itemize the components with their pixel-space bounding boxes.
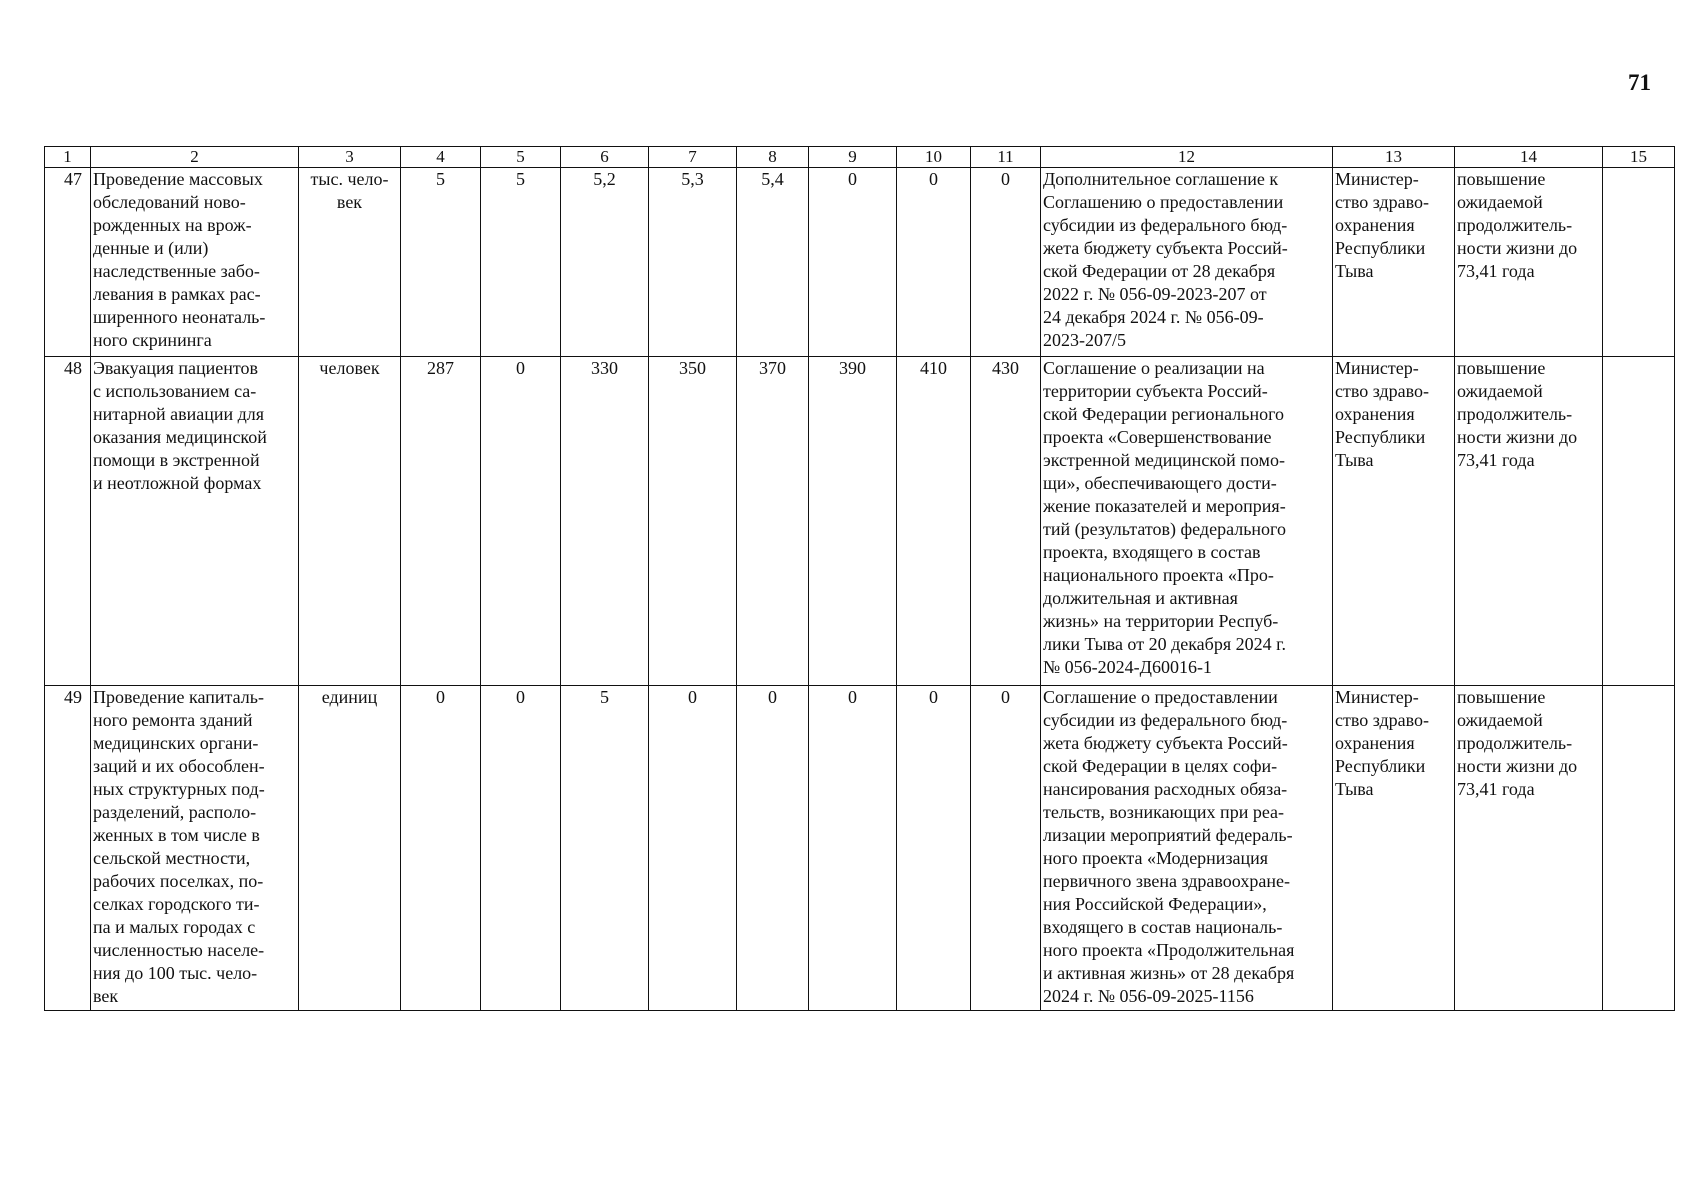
text-line: 73,41 года	[1457, 261, 1535, 281]
text-line: 2024 г. № 056-09-2025-1156	[1043, 986, 1254, 1006]
text-line: ного ремонта зданий	[93, 710, 253, 730]
text-line: ности жизни до	[1457, 427, 1578, 447]
text-line: жение показателей и мероприя-	[1043, 496, 1286, 516]
header-row	[45, 147, 1675, 168]
value-cell: 430	[971, 357, 1041, 686]
text-line: проекта, входящего в состав	[1043, 542, 1261, 562]
header-cell: 13	[1333, 147, 1455, 168]
text-line: охранения	[1335, 404, 1415, 424]
value-cell: 0	[809, 686, 897, 1011]
text-line: тыс. чело-	[310, 169, 389, 189]
text-line: ожидаемой	[1457, 710, 1543, 730]
header-cell: 10	[897, 147, 971, 168]
text-line: численностью населе-	[93, 940, 265, 960]
text-line: денные и (или)	[93, 238, 209, 258]
header-cell: 12	[1041, 147, 1333, 168]
text-line: Соглашение о реализации на	[1043, 358, 1265, 378]
value-cell: 350	[649, 357, 737, 686]
measures-table	[44, 146, 1675, 1011]
text-line: ожидаемой	[1457, 381, 1543, 401]
text-line: Соглашению о предоставлении	[1043, 192, 1284, 212]
text-line: оказания медицинской	[93, 427, 267, 447]
text-line: повышение	[1457, 358, 1546, 378]
text-line: тельств, возникающих при реа-	[1043, 802, 1285, 822]
text-line: селках городского ти-	[93, 894, 260, 914]
text-line: Дополнительное соглашение к	[1043, 169, 1279, 189]
value-cell: 5	[401, 168, 481, 357]
header-cell: 8	[737, 147, 809, 168]
row-number-cell: 49	[45, 686, 91, 1011]
page-number: 71	[1628, 70, 1651, 95]
table-row	[45, 686, 1675, 1011]
text-line: рожденных на врож-	[93, 215, 252, 235]
text-line: и активная жизнь» от 28 декабря	[1043, 963, 1295, 983]
text-line: ской Федерации регионального	[1043, 404, 1285, 424]
text-line: первичного звена здравоохране-	[1043, 871, 1290, 891]
value-cell: 5	[481, 168, 561, 357]
text-line: жета бюджету субъекта Россий-	[1043, 238, 1288, 258]
responsible-cell	[1333, 357, 1455, 686]
goal-cell	[1455, 168, 1603, 357]
value-cell: 0	[401, 686, 481, 1011]
value-cell: 5,2	[561, 168, 649, 357]
header-cell: 2	[91, 147, 299, 168]
text-line: сельской местности,	[93, 848, 251, 868]
text-line: человек	[319, 358, 380, 378]
text-line: 2022 г. № 056-09-2023-207 от	[1043, 284, 1267, 304]
header-cell: 7	[649, 147, 737, 168]
text-line: ния до 100 тыс. чело-	[93, 963, 258, 983]
text-line: субсидии из федерального бюд-	[1043, 710, 1288, 730]
text-line: ности жизни до	[1457, 756, 1578, 776]
text-line: повышение	[1457, 687, 1546, 707]
text-line: ожидаемой	[1457, 192, 1543, 212]
text-line: ской Федерации от 28 декабря	[1043, 261, 1276, 281]
text-line: нансирования расходных обяза-	[1043, 779, 1288, 799]
empty-cell	[1603, 357, 1675, 686]
agreement-cell	[1041, 168, 1333, 357]
value-cell: 0	[971, 168, 1041, 357]
text-line: нитарной авиации для	[93, 404, 265, 424]
header-cell: 3	[299, 147, 401, 168]
text-line: заций и их обособлен-	[93, 756, 265, 776]
value-cell: 0	[809, 168, 897, 357]
text-line: разделений, располо-	[93, 802, 257, 822]
text-line: единиц	[321, 687, 378, 707]
text-line: тий (результатов) федерального	[1043, 519, 1286, 539]
header-cell: 6	[561, 147, 649, 168]
text-line: Тыва	[1335, 450, 1374, 470]
text-line: Министер-	[1335, 687, 1419, 707]
text-line: лики Тыва от 20 декабря 2024 г.	[1043, 634, 1286, 654]
text-line: наследственные забо-	[93, 261, 260, 281]
text-line: па и малых городах с	[93, 917, 256, 937]
text-line: ство здраво-	[1335, 192, 1430, 212]
header-cell: 1	[45, 147, 91, 168]
text-line: 2023-207/5	[1043, 330, 1126, 350]
text-line: ство здраво-	[1335, 710, 1430, 730]
goal-cell	[1455, 686, 1603, 1011]
text-line: проекта «Совершенствование	[1043, 427, 1272, 447]
table-row	[45, 357, 1675, 686]
value-cell: 390	[809, 357, 897, 686]
responsible-cell	[1333, 686, 1455, 1011]
value-cell: 5	[561, 686, 649, 1011]
header-cell: 15	[1603, 147, 1675, 168]
text-line: Министер-	[1335, 358, 1419, 378]
text-line: продолжитель-	[1457, 733, 1573, 753]
text-line: Соглашение о предоставлении	[1043, 687, 1278, 707]
value-cell: 0	[897, 168, 971, 357]
header-cell: 5	[481, 147, 561, 168]
text-line: Тыва	[1335, 779, 1374, 799]
text-line: с использованием са-	[93, 381, 257, 401]
text-line: национального проекта «Про-	[1043, 565, 1274, 585]
text-line: экстренной медицинской помо-	[1043, 450, 1285, 470]
value-cell: 5,4	[737, 168, 809, 357]
empty-cell	[1603, 168, 1675, 357]
text-line: век	[93, 986, 119, 1006]
row-number-cell: 48	[45, 357, 91, 686]
text-line: субсидии из федерального бюд-	[1043, 215, 1288, 235]
value-cell: 0	[481, 686, 561, 1011]
responsible-cell	[1333, 168, 1455, 357]
text-line: ности жизни до	[1457, 238, 1578, 258]
text-line: лизации мероприятий федераль-	[1043, 825, 1293, 845]
text-line: и неотложной формах	[93, 473, 262, 493]
text-line: Тыва	[1335, 261, 1374, 281]
row-number-cell: 47	[45, 168, 91, 357]
text-line: Республики	[1335, 427, 1426, 447]
text-line: ного проекта «Продолжительная	[1043, 940, 1295, 960]
value-cell: 0	[481, 357, 561, 686]
text-line: входящего в состав националь-	[1043, 917, 1283, 937]
goal-cell	[1455, 357, 1603, 686]
value-cell: 0	[897, 686, 971, 1011]
text-line: Эвакуация пациентов	[93, 358, 259, 378]
value-cell: 370	[737, 357, 809, 686]
agreement-cell	[1041, 686, 1333, 1011]
value-cell: 5,3	[649, 168, 737, 357]
text-line: ство здраво-	[1335, 381, 1430, 401]
text-line: ширенного неонаталь-	[93, 307, 266, 327]
text-line: Республики	[1335, 238, 1426, 258]
text-line: Проведение капиталь-	[93, 687, 264, 707]
measure-name-cell	[91, 686, 299, 1011]
empty-cell	[1603, 686, 1675, 1011]
value-cell: 0	[971, 686, 1041, 1011]
text-line: щи», обеспечивающего дости-	[1043, 473, 1277, 493]
value-cell: 410	[897, 357, 971, 686]
header-cell: 4	[401, 147, 481, 168]
header-cell: 9	[809, 147, 897, 168]
text-line: ных структурных под-	[93, 779, 265, 799]
text-line: левания в рамках рас-	[93, 284, 261, 304]
text-line: Республики	[1335, 756, 1426, 776]
measure-name-cell	[91, 168, 299, 357]
agreement-cell	[1041, 357, 1333, 686]
text-line: территории субъекта Россий-	[1043, 381, 1268, 401]
text-line: ного скрининга	[93, 330, 212, 350]
text-line: 73,41 года	[1457, 450, 1535, 470]
text-line: повышение	[1457, 169, 1546, 189]
text-line: № 056-2024-Д60016-1	[1043, 657, 1212, 677]
unit-cell	[299, 357, 401, 686]
text-line: ного проекта «Модернизация	[1043, 848, 1269, 868]
text-line: век	[336, 192, 363, 212]
header-cell: 11	[971, 147, 1041, 168]
text-line: 73,41 года	[1457, 779, 1535, 799]
text-line: продолжитель-	[1457, 215, 1573, 235]
text-line: охранения	[1335, 215, 1415, 235]
unit-cell	[299, 168, 401, 357]
table-row	[45, 168, 1675, 357]
text-line: жета бюджету субъекта Россий-	[1043, 733, 1288, 753]
text-line: ния Российской Федерации»,	[1043, 894, 1267, 914]
value-cell: 287	[401, 357, 481, 686]
text-line: женных в том числе в	[93, 825, 260, 845]
value-cell: 0	[649, 686, 737, 1011]
text-line: должительная и активная	[1043, 588, 1238, 608]
text-line: ской Федерации в целях софи-	[1043, 756, 1278, 776]
text-line: медицинских органи-	[93, 733, 259, 753]
measure-name-cell	[91, 357, 299, 686]
text-line: обследований ново-	[93, 192, 246, 212]
text-line: продолжитель-	[1457, 404, 1573, 424]
text-line: охранения	[1335, 733, 1415, 753]
text-line: Проведение массовых	[93, 169, 263, 189]
value-cell: 0	[737, 686, 809, 1011]
unit-cell	[299, 686, 401, 1011]
text-line: рабочих поселках, по-	[93, 871, 264, 891]
header-cell: 14	[1455, 147, 1603, 168]
text-line: помощи в экстренной	[93, 450, 260, 470]
text-line: 24 декабря 2024 г. № 056-09-	[1043, 307, 1264, 327]
value-cell: 330	[561, 357, 649, 686]
text-line: жизнь» на территории Респуб-	[1043, 611, 1279, 631]
text-line: Министер-	[1335, 169, 1419, 189]
